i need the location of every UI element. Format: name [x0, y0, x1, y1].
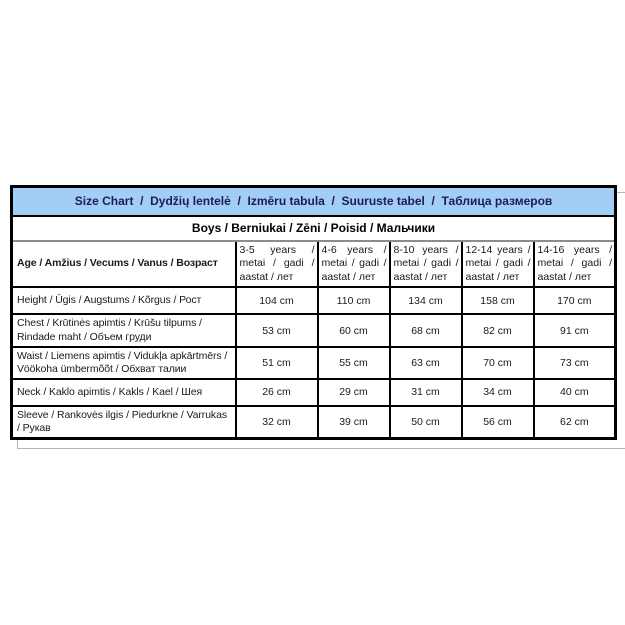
chest-value-5: 91 cm — [534, 314, 616, 346]
column-header-age-12-14: 12-14 years / metai / gadi / aastat / лет — [462, 241, 534, 288]
size-chart-title: Size Chart / Dydžių lentelė / Izmēru tabula / Suuruste tabel / Таблица размеров — [12, 187, 616, 216]
neck-value-5: 40 cm — [534, 379, 616, 406]
table-row-waist — [12, 347, 616, 379]
row-label-sleeve: Sleeve / Rankovės ilgis / Piedurkne / Varrukas / Рукав — [12, 406, 236, 439]
row-label-height: Height / Ūgis / Augstums / Kõrgus / Рост — [12, 287, 236, 314]
neck-value-1: 26 cm — [236, 379, 318, 406]
chest-value-3: 68 cm — [390, 314, 462, 346]
height-value-5: 170 cm — [534, 287, 616, 314]
table-row-neck — [12, 379, 616, 406]
column-header-age-14-16: 14-16 years / metai / gadi / aastat / лет — [534, 241, 616, 288]
row-label-neck: Neck / Kaklo apimtis / Kakls / Kael / Шея — [12, 379, 236, 406]
height-value-2: 110 cm — [318, 287, 390, 314]
waist-value-3: 63 cm — [390, 347, 462, 379]
row-label-chest: Chest / Krūtinės apimtis / Krūšu tilpums / Rindade maht / Объем груди — [12, 314, 236, 346]
height-value-3: 134 cm — [390, 287, 462, 314]
sleeve-value-5: 62 cm — [534, 406, 616, 439]
sleeve-value-2: 39 cm — [318, 406, 390, 439]
row-label-waist: Waist / Liemens apimtis / Vidukļa apkārtmērs / Vöökoha ümbermõõt / Обхват талии — [12, 347, 236, 379]
chest-value-1: 53 cm — [236, 314, 318, 346]
gender-subtitle: Boys / Berniukai / Zēni / Poisid / Мальчики — [12, 216, 616, 241]
neck-value-2: 29 cm — [318, 379, 390, 406]
title-row — [12, 187, 616, 216]
sleeve-value-1: 32 cm — [236, 406, 318, 439]
chest-value-4: 82 cm — [462, 314, 534, 346]
waist-value-1: 51 cm — [236, 347, 318, 379]
chest-value-2: 60 cm — [318, 314, 390, 346]
table-row-sleeve — [12, 406, 616, 439]
neck-value-3: 31 cm — [390, 379, 462, 406]
waist-value-5: 73 cm — [534, 347, 616, 379]
size-chart-container — [10, 185, 617, 440]
waist-value-2: 55 cm — [318, 347, 390, 379]
size-chart-table — [10, 185, 617, 440]
neck-value-4: 34 cm — [462, 379, 534, 406]
sleeve-value-3: 50 cm — [390, 406, 462, 439]
column-header-age-8-10: 8-10 years / metai / gadi / aastat / лет — [390, 241, 462, 288]
height-value-4: 158 cm — [462, 287, 534, 314]
age-header-label: Age / Amžius / Vecums / Vanus / Возраст — [12, 241, 236, 288]
sleeve-value-4: 56 cm — [462, 406, 534, 439]
column-header-age-4-6: 4-6 years / metai / gadi / aastat / лет — [318, 241, 390, 288]
table-row-height — [12, 287, 616, 314]
column-header-age-3-5: 3-5 years / metai / gadi / aastat / лет — [236, 241, 318, 288]
height-value-1: 104 cm — [236, 287, 318, 314]
column-header-row — [12, 241, 616, 288]
table-row-chest — [12, 314, 616, 346]
waist-value-4: 70 cm — [462, 347, 534, 379]
subtitle-row — [12, 216, 616, 241]
